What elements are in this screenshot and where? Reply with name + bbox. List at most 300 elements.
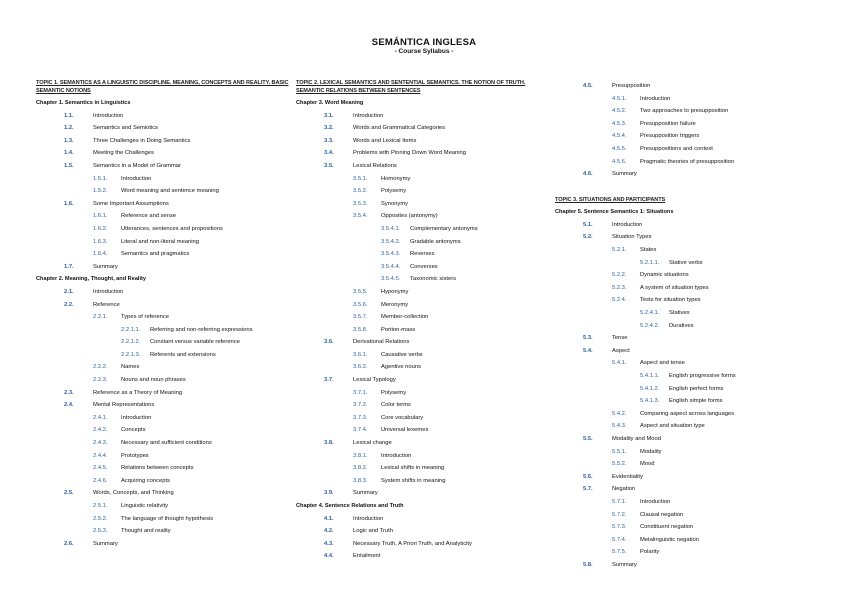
outline-item (555, 420, 815, 433)
section-number: 3.8.3. (353, 477, 368, 484)
section-number: 2.4.5. (93, 465, 108, 472)
outline-item (36, 198, 292, 211)
section-label: Two approaches to presupposition (640, 108, 729, 115)
outline-item (296, 513, 550, 526)
section-label: Aspect and tense (640, 360, 685, 367)
section-number: 4.1. (324, 515, 334, 522)
section-label: Problems with Pinning Down Word Meaning (353, 150, 466, 157)
section-label: Summary (353, 490, 378, 497)
outline-item (555, 395, 815, 408)
section-number: 2.5.1. (93, 503, 108, 509)
outline-item (296, 122, 550, 135)
section-number: 3.5.4.2. (381, 238, 401, 245)
outline-item (36, 122, 292, 135)
section-number: 2.2.1.3. (121, 351, 141, 358)
section-label: Constant versus variable reference (150, 339, 240, 346)
section-number: 5.7. (583, 486, 593, 493)
section-number: 3.5.8. (353, 326, 368, 333)
section-number: 3.3. (324, 137, 334, 144)
section-label: Meronymy (381, 301, 409, 308)
outline-item (296, 374, 550, 387)
section-number: 5.2.2. (612, 272, 627, 279)
section-label: Introduction (353, 515, 384, 522)
section-label: Reference and sense (121, 213, 177, 220)
section-number: 5.5.1. (612, 448, 627, 455)
section-number: 3.5.5. (353, 288, 368, 295)
section-number: 4.5.3. (612, 120, 627, 127)
outline-item (296, 349, 550, 362)
section-label: Three Challenges in Doing Semantics (93, 137, 191, 144)
section-number: 5.2. (583, 234, 593, 241)
outline-item (36, 387, 292, 400)
section-number: 3.6. (324, 339, 334, 346)
section-number: 2.3. (64, 389, 74, 396)
section-number: 2.4. (64, 402, 74, 409)
section-label: Reference as a Theory of Meaning (93, 389, 183, 396)
section-number: 5.4.3. (612, 423, 627, 430)
section-number: 4.5. (583, 83, 593, 89)
outline-item (296, 538, 550, 551)
outline-item (296, 236, 550, 249)
section-number: 3.7. (324, 377, 334, 384)
section-label: English perfect forms (669, 385, 724, 392)
section-label: Referents and extensions (150, 351, 216, 358)
outline-item (36, 361, 292, 374)
section-label: Complementary antonyms (410, 225, 478, 232)
section-label: Introduction (640, 498, 671, 505)
outline-item (36, 412, 292, 425)
section-label: Semantics and pragmatics (121, 251, 190, 258)
outline-item (555, 509, 815, 522)
section-label: Introduction (381, 452, 412, 459)
section-label: Necessary Truth, A Priori Truth, and Analyticity (353, 540, 472, 547)
section-number: 2.4.2. (93, 427, 108, 434)
section-label: Lexical Typology (353, 377, 396, 384)
outline-item (296, 248, 550, 261)
outline-item (296, 412, 550, 425)
section-label: Introduction (93, 112, 124, 119)
section-label: Stative verbs (669, 259, 703, 266)
section-label: Linguistic relativity (121, 503, 169, 509)
section-label: Modality and Mood (612, 435, 661, 442)
section-label: Universal lexemes (381, 427, 429, 434)
section-number: 1.3. (64, 137, 74, 144)
section-number: 4.5.2. (612, 108, 627, 115)
section-label: Statives (669, 310, 690, 316)
section-number: 2.2.1.1. (121, 326, 141, 333)
section-number: 5.7.1. (612, 498, 627, 505)
outline-item (296, 110, 550, 123)
section-label: Presupposition triggers (640, 133, 700, 140)
section-number: 5.4.2. (612, 410, 627, 417)
outline-item (555, 105, 815, 118)
section-label: Referring and non-referring expressions (150, 326, 253, 333)
outline-item (36, 450, 292, 463)
outline-item (296, 135, 550, 148)
section-number: 1.6. (64, 200, 74, 207)
section-label: Names (121, 364, 140, 371)
section-number: 2.2.3. (93, 377, 108, 384)
section-number: 1.5. (64, 162, 74, 169)
outline-item (36, 261, 292, 274)
section-label: Nouns and noun phrases (121, 377, 186, 384)
outline-item (36, 462, 292, 475)
section-number: 2.1. (64, 288, 74, 295)
section-number: 4.5.1. (612, 95, 627, 102)
section-number: 3.5.1. (353, 175, 368, 182)
outline-item (36, 236, 292, 249)
section-label: Portion-mass (381, 326, 416, 333)
chapter-heading: Chapter 1. Semantics in Linguistics (36, 100, 131, 106)
syllabus-column-1 (36, 80, 292, 550)
section-label: Constituent negation (640, 524, 694, 531)
section-number: 3.5.4. (353, 213, 368, 220)
section-label: Presuppositions and context (640, 145, 713, 152)
outline-item (555, 168, 815, 181)
section-number: 3.5.7. (353, 314, 368, 321)
outline-item (36, 336, 292, 349)
section-number: 2.5.2. (93, 515, 108, 522)
outline-item (296, 273, 550, 286)
outline-item (296, 198, 550, 211)
section-label: Words and Lexical Items (353, 137, 417, 144)
outline-item (555, 559, 815, 572)
section-label: Opposites (antonymy) (381, 213, 438, 220)
section-label: Prototypes (121, 452, 149, 459)
section-label: Synonymy (381, 200, 409, 207)
document-title: SEMÁNTICA INGLESA (371, 37, 477, 48)
outline-item (296, 475, 550, 488)
section-number: 5.6. (583, 473, 593, 480)
section-number: 3.5. (324, 162, 334, 169)
section-label: The language of thought hypothesis (121, 515, 214, 522)
outline-item (36, 424, 292, 437)
outline-item (36, 349, 292, 362)
section-number: 4.2. (324, 528, 334, 535)
outline-item (296, 210, 550, 223)
section-number: 3.8.2. (353, 465, 368, 472)
section-number: 2.5. (64, 490, 74, 497)
section-label: Lexical Relations (353, 162, 397, 169)
section-label: Lexical shifts in meaning (381, 465, 445, 472)
outline-item (36, 311, 292, 324)
outline-item (36, 286, 292, 299)
outline-item (36, 500, 292, 513)
section-label: Word meaning and sentence meaning (121, 188, 219, 195)
outline-item (555, 471, 815, 484)
section-label: Agentive nouns (381, 364, 421, 371)
section-number: 2.2. (64, 301, 74, 308)
section-label: Derivational Relations (353, 339, 410, 346)
section-number: 4.4. (324, 553, 334, 560)
outline-item (36, 487, 292, 500)
section-number: 3.5.4.5. (381, 276, 401, 283)
section-label: Introduction (121, 414, 152, 421)
section-label: Member-collection (381, 314, 429, 321)
outline-item (555, 307, 815, 320)
section-label: Relations between concepts (121, 465, 194, 472)
chapter-heading: Chapter 4. Sentence Relations and Truth (296, 503, 404, 509)
outline-item (555, 408, 815, 421)
outline-item (296, 311, 550, 324)
outline-item (555, 521, 815, 534)
outline-list (36, 97, 292, 550)
section-number: 5.5. (583, 435, 593, 442)
section-label: Literal and non-literal meaning (121, 238, 199, 245)
section-label: Semantics in a Model of Grammar (93, 162, 181, 169)
section-label: Some Important Assumptions (93, 200, 169, 207)
outline-item (36, 513, 292, 526)
outline-item (555, 332, 815, 345)
section-label: Aspect and situation type (640, 423, 705, 430)
section-label: Metalinguistic negation (640, 536, 699, 543)
section-number: 5.7.5. (612, 549, 627, 556)
section-label: Introduction (640, 95, 671, 102)
section-label: Summary (612, 171, 637, 178)
document-subtitle: - Course Syllabus - (394, 48, 454, 55)
outline-item (296, 299, 550, 312)
section-number: 3.1. (324, 112, 334, 119)
section-number: 3.6.1. (353, 351, 368, 358)
outline-item (555, 357, 815, 370)
outline-item (36, 185, 292, 198)
section-number: 5.4.1. (612, 360, 627, 367)
section-label: States (640, 247, 657, 254)
section-label: Polarity (640, 549, 660, 556)
section-label: Summary (93, 263, 118, 270)
outline-item (555, 345, 815, 358)
section-number: 3.5.3. (353, 200, 368, 207)
outline-item (36, 160, 292, 173)
syllabus-column-2 (296, 80, 550, 563)
section-number: 1.5.2. (93, 188, 108, 195)
section-label: Converses (410, 263, 438, 270)
outline-item (296, 361, 550, 374)
outline-item (36, 173, 292, 186)
section-label: Tests for situation types (640, 297, 701, 304)
section-label: Causative verbs (381, 351, 423, 358)
section-number: 4.3. (324, 540, 334, 547)
section-number: 4.6. (583, 171, 593, 178)
section-label: Situation Types (612, 234, 652, 241)
outline-item (36, 475, 292, 488)
section-number: 4.5.6. (612, 158, 627, 165)
section-number: 3.2. (324, 125, 334, 132)
section-number: 5.4.1.1. (640, 372, 660, 379)
section-label: Polysemy (381, 188, 407, 195)
outline-item (296, 424, 550, 437)
section-number: 2.2.1.2. (121, 339, 141, 346)
section-label: Presupposition failure (640, 120, 696, 127)
outline-item (36, 110, 292, 123)
section-number: 4.5.5. (612, 145, 627, 152)
section-label: Duratives (669, 322, 694, 329)
outline-item (36, 299, 292, 312)
topic-heading: TOPIC 2. LEXICAL SEMANTICS AND SENTENTIAL SEMANTICS. THE NOTION OF TRUTH. SEMANTIC RELATIONS BETWEEN SENTENCES (296, 80, 526, 94)
outline-item (555, 143, 815, 156)
outline-item (296, 525, 550, 538)
section-label: Reference (93, 301, 120, 308)
section-number: 2.4.4. (93, 452, 108, 459)
outline-list (555, 80, 815, 181)
section-number: 1.7. (64, 263, 74, 270)
section-label: Words, Concepts, and Thinking (93, 490, 174, 497)
section-number: 3.8.1. (353, 452, 368, 459)
section-label: Pragmatic theories of presupposition (640, 158, 735, 165)
topic-heading: TOPIC 3. SITUATIONS AND PARTICIPANTS (555, 196, 666, 203)
section-label: Thought and reality (121, 528, 171, 535)
outline-item (296, 450, 550, 463)
section-label: Gradable antonyms (410, 238, 461, 245)
section-label: Taxonomic sisters (410, 276, 457, 283)
section-number: 5.2.1. (612, 247, 627, 254)
section-number: 5.4.1.2. (640, 385, 660, 392)
outline-item (296, 173, 550, 186)
section-label: Summary (612, 561, 637, 568)
outline-item (555, 446, 815, 459)
outline-item (296, 462, 550, 475)
section-label: Color terms (381, 402, 411, 409)
section-number: 5.1. (583, 221, 593, 228)
section-label: Modality (640, 448, 662, 455)
section-label: Core vocabulary (381, 414, 424, 421)
outline-item (296, 550, 550, 563)
section-label: Homonymy (381, 175, 411, 182)
outline-item (36, 147, 292, 160)
section-label: Hyponymy (381, 288, 409, 295)
section-number: 5.3. (583, 335, 593, 342)
outline-list (296, 97, 550, 563)
syllabus-column-3 (555, 80, 815, 571)
outline-item (555, 370, 815, 383)
chapter-heading: Chapter 5. Sentence Semantics 1: Situations (555, 209, 674, 216)
section-number: 5.2.3. (612, 284, 627, 291)
section-number: 3.5.6. (353, 301, 368, 308)
section-number: 5.2.4.2. (640, 322, 660, 329)
chapter-heading: Chapter 3. Word Meaning (296, 100, 364, 106)
outline-item (555, 269, 815, 282)
section-label: Introduction (353, 112, 384, 119)
outline-item (36, 437, 292, 450)
section-label: Logic and Truth (353, 528, 393, 535)
section-label: Mood (640, 461, 655, 468)
outline-item (36, 399, 292, 412)
outline-item (555, 458, 815, 471)
section-label: Necessary and sufficient conditions (121, 440, 212, 447)
section-label: A system of situation types (640, 284, 709, 291)
outline-item (296, 286, 550, 299)
outline-item (555, 118, 815, 131)
outline-item (555, 294, 815, 307)
section-number: 5.5.2. (612, 461, 627, 468)
section-number: 2.6. (64, 540, 74, 547)
outline-item (555, 93, 815, 106)
section-number: 2.2.2. (93, 364, 108, 371)
section-number: 5.2.4. (612, 297, 627, 304)
section-number: 2.4.6. (93, 477, 108, 484)
section-number: 5.2.4.1. (640, 310, 660, 316)
section-number: 5.8. (583, 561, 593, 568)
topic-heading: TOPIC 1. SEMANTICS AS A LINGUISTIC DISCIPLINE. MEANING, CONCEPTS AND REALITY. BASIC SEMANTIC NOTIONS (36, 80, 289, 94)
outline-item (296, 487, 550, 500)
section-label: Mental Representations (93, 402, 155, 409)
outline-item (36, 248, 292, 261)
chapter-heading: Chapter 2. Meaning, Thought, and Reality (36, 276, 147, 283)
section-number: 5.7.2. (612, 511, 627, 518)
outline-item (555, 257, 815, 270)
outline-item (555, 231, 815, 244)
section-label: Aspect (612, 347, 630, 354)
section-label: Evidentiality (612, 473, 643, 480)
section-number: 5.7.3. (612, 524, 627, 531)
outline-item (555, 483, 815, 496)
section-label: Lexical change (353, 440, 392, 447)
outline-item (36, 374, 292, 387)
section-number: 1.4. (64, 150, 74, 157)
section-gap (555, 181, 815, 197)
section-label: Words and Grammatical Categories (353, 125, 446, 132)
section-number: 3.5.4.4. (381, 263, 401, 270)
section-number: 1.6.3. (93, 238, 108, 245)
outline-item (296, 324, 550, 337)
section-label: Summary (93, 540, 118, 547)
section-number: 3.7.2. (353, 402, 368, 409)
section-label: Semantics and Semiotics (93, 125, 159, 132)
section-number: 2.2.1. (93, 314, 108, 321)
section-number: 1.6.4. (93, 251, 108, 258)
outline-item (296, 387, 550, 400)
section-number: 3.5.4.1. (381, 225, 401, 232)
section-number: 2.4.1. (93, 414, 108, 421)
section-label: Negation (612, 486, 636, 493)
outline-list (555, 206, 815, 571)
outline-item (36, 525, 292, 538)
section-label: English simple forms (669, 398, 723, 405)
outline-item (296, 336, 550, 349)
section-number: 1.6.1. (93, 213, 108, 220)
section-number: 3.5.4.3. (381, 251, 401, 258)
section-number: 3.8. (324, 440, 334, 447)
outline-item (555, 156, 815, 169)
section-label: Dynamic situations (640, 272, 689, 279)
section-label: Concepts (121, 427, 146, 434)
section-label: Polysemy (381, 389, 407, 396)
outline-item (296, 223, 550, 236)
section-label: Meeting the Challenges (93, 150, 154, 157)
outline-item (555, 496, 815, 509)
section-number: 5.4. (583, 347, 593, 354)
section-label: Clausal negation (640, 511, 684, 518)
section-number: 1.1. (64, 112, 74, 119)
section-label: Presupposition (612, 83, 651, 89)
section-number: 1.5.1. (93, 175, 108, 182)
outline-item (555, 320, 815, 333)
outline-item (296, 147, 550, 160)
outline-item (555, 244, 815, 257)
section-number: 1.6.2. (93, 225, 108, 232)
outline-item (555, 433, 815, 446)
section-label: Types of reference (121, 314, 170, 321)
section-number: 2.5.3. (93, 528, 108, 535)
outline-item (36, 210, 292, 223)
section-number: 3.5.2. (353, 188, 368, 195)
section-label: Introduction (93, 288, 124, 295)
section-number: 1.2. (64, 125, 74, 132)
outline-item (36, 324, 292, 337)
section-label: Introduction (612, 221, 643, 228)
outline-item (296, 185, 550, 198)
outline-item (296, 399, 550, 412)
